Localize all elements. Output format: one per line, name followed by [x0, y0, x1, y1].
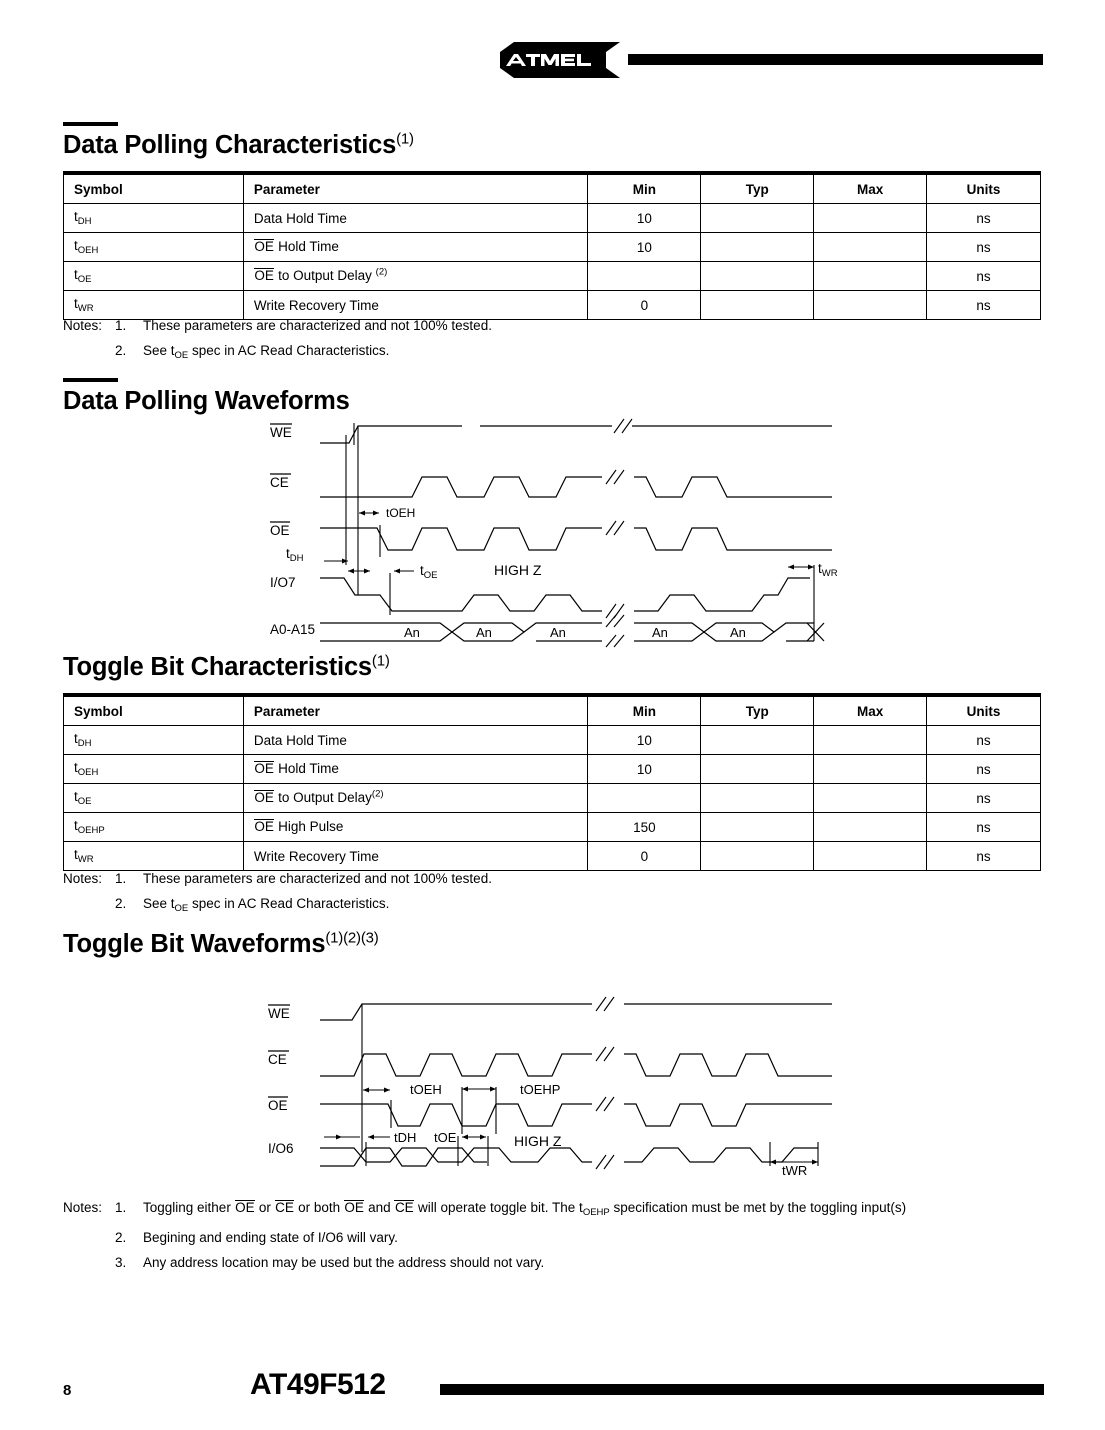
- note-number: 2.: [115, 1230, 127, 1245]
- cell-max: [814, 291, 927, 320]
- note-text: These parameters are characterized and not 100% tested.: [143, 318, 492, 333]
- heading-data-polling-waveforms: [63, 389, 350, 415]
- cell-symbol: $t_{OEH}$: [64, 755, 244, 784]
- notes-label-spacer: [63, 343, 115, 364]
- note-text-sub: OE: [174, 350, 189, 361]
- overline-signal: OE: [235, 1200, 255, 1215]
- cell-min: [588, 262, 701, 291]
- cell-symbol: $t_{OE}$: [64, 784, 244, 813]
- table-row: [64, 842, 1041, 871]
- cell-symbol: $t_{DH}$: [64, 726, 244, 755]
- heading-toggle-bit-characteristics: [63, 652, 390, 681]
- table-row: [64, 233, 1041, 262]
- cell-typ: [701, 726, 814, 755]
- address-value: An: [730, 625, 746, 640]
- cell-min: [588, 784, 701, 813]
- cell-typ: [701, 842, 814, 871]
- cell-max: [814, 813, 927, 842]
- cell-units: ns: [927, 262, 1041, 291]
- note-text-pre: See t: [143, 343, 175, 358]
- high-z-label: HIGH Z: [494, 562, 542, 578]
- note-text: Begining and ending state of I/O6 will vary.: [143, 1230, 398, 1245]
- overline-signal: CE: [394, 1200, 414, 1215]
- cell-symbol: $t_{WR}$: [64, 842, 244, 871]
- table-row: [64, 755, 1041, 784]
- cell-min: 0: [588, 842, 701, 871]
- cell-max: [814, 204, 927, 233]
- heading-rest: Polling Waveforms: [117, 387, 350, 415]
- cell-min: 150: [588, 813, 701, 842]
- note-number: 3.: [115, 1255, 127, 1270]
- cell-parameter: Data Hold Time: [243, 204, 588, 233]
- toggle-bit-characteristics-table: [63, 693, 1041, 871]
- table-row: [64, 784, 1041, 813]
- note-row: [63, 1255, 1033, 1271]
- cell-parameter: OE to Output Delay$^{(2)}$: [243, 784, 588, 813]
- col-symbol: Symbol: [64, 173, 244, 204]
- heading-text: Toggle Bit Characteristics: [63, 653, 372, 681]
- address-value: An: [476, 625, 492, 640]
- cell-min: 10: [588, 755, 701, 784]
- cell-parameter: OE Hold Time: [243, 755, 588, 784]
- heading-overline-word: Data: [63, 131, 118, 159]
- tb-table-body: [64, 726, 1041, 871]
- cell-symbol: $t_{DH}$: [64, 204, 244, 233]
- note-text: Toggling either OE or CE or both OE and CE will operate toggle bit. The $t_{OEHP}$ specification must be met by the toggling input(s): [143, 1200, 907, 1218]
- overline-signal: OE: [344, 1200, 364, 1215]
- notes-label: Notes:: [63, 318, 103, 333]
- cell-units: ns: [927, 726, 1041, 755]
- address-value: An: [550, 625, 566, 640]
- cell-parameter: Write Recovery Time: [243, 291, 588, 320]
- signal-label-ce: CE: [270, 475, 289, 490]
- col-units: Units: [927, 173, 1041, 204]
- note-number: 1.: [115, 871, 127, 886]
- timing-label-toeh: tOEH: [410, 1082, 442, 1097]
- cell-max: [814, 233, 927, 262]
- data-polling-notes: [63, 318, 963, 373]
- table-row: [64, 726, 1041, 755]
- note-row: [63, 896, 963, 917]
- col-min: Min: [588, 695, 701, 726]
- timing-label-toe: tOE: [434, 1130, 457, 1145]
- cell-min: 0: [588, 291, 701, 320]
- cell-max: [814, 262, 927, 291]
- table-row: [64, 262, 1041, 291]
- note-text-post: spec in AC Read Characteristics.: [188, 343, 390, 358]
- heading-rest: Polling Characteristics: [117, 131, 397, 159]
- timing-label-toehp: tOEHP: [520, 1082, 561, 1097]
- table-header-row: [64, 173, 1041, 204]
- cell-parameter: Write Recovery Time: [243, 842, 588, 871]
- note-text-pre: See t: [143, 896, 175, 911]
- cell-typ: [701, 204, 814, 233]
- note-number: 2.: [115, 896, 127, 911]
- cell-units: ns: [927, 842, 1041, 871]
- cell-typ: [701, 262, 814, 291]
- part-number: AT49F512: [250, 1368, 386, 1401]
- address-value: An: [404, 625, 420, 640]
- page-footer: [0, 1360, 1105, 1430]
- table-row: [64, 204, 1041, 233]
- note-row: [63, 1230, 1033, 1246]
- note-text-sub: OE: [174, 903, 189, 914]
- notes-label: Notes:: [63, 1200, 103, 1215]
- note-text: [143, 896, 963, 917]
- timing-label-toeh: tOEH: [386, 506, 416, 520]
- table-row: [64, 813, 1041, 842]
- col-symbol: Symbol: [64, 695, 244, 726]
- cell-units: ns: [927, 755, 1041, 784]
- note-number: 1.: [115, 1200, 127, 1215]
- toggle-bit-waveform-notes: [63, 1200, 1033, 1280]
- col-typ: Typ: [701, 695, 814, 726]
- cell-symbol: $t_{OEHP}$: [64, 813, 244, 842]
- col-units: Units: [927, 695, 1041, 726]
- note-text: These parameters are characterized and not 100% tested.: [143, 871, 492, 886]
- col-max: Max: [814, 173, 927, 204]
- cell-symbol: $t_{WR}$: [64, 291, 244, 320]
- note-row: [63, 871, 963, 887]
- note-text: Any address location may be used but the address should not vary.: [143, 1255, 545, 1270]
- cell-parameter: OE to Output Delay $^{(2)}$: [243, 262, 588, 291]
- note-text-sub: OEHP: [582, 1207, 610, 1218]
- cell-typ: [701, 784, 814, 813]
- cell-typ: [701, 291, 814, 320]
- signal-label-ce: CE: [268, 1052, 287, 1067]
- page-number: 8: [63, 1382, 72, 1399]
- atmel-logo: [500, 38, 620, 82]
- heading-footnote-ref: (1): [396, 130, 414, 148]
- note-row: [63, 343, 963, 364]
- timing-label-twr: $t_{WR}$: [818, 561, 838, 579]
- heading-toggle-bit-waveforms: [63, 929, 379, 958]
- notes-label: Notes:: [63, 871, 103, 886]
- toggle-bit-notes: [63, 871, 963, 926]
- signal-label-io6: I/O6: [268, 1141, 294, 1156]
- table-header-row: [64, 695, 1041, 726]
- cell-typ: [701, 233, 814, 262]
- signal-label-oe: OE: [270, 523, 290, 538]
- cell-typ: [701, 755, 814, 784]
- note-number: 2.: [115, 343, 127, 358]
- notes-label-spacer: [63, 1230, 115, 1246]
- heading-data-polling-characteristics: [63, 130, 414, 159]
- cell-units: ns: [927, 233, 1041, 262]
- dp-table-body: [64, 204, 1041, 320]
- signal-label-oe: OE: [268, 1098, 288, 1113]
- header-rule: [628, 54, 1043, 65]
- cell-parameter: OE Hold Time: [243, 233, 588, 262]
- cell-parameter: Data Hold Time: [243, 726, 588, 755]
- heading-text: Toggle Bit Waveforms: [63, 930, 326, 958]
- signal-label-a0a15: A0-A15: [270, 622, 316, 637]
- timing-label-tdh: $t_{DH}$: [286, 546, 304, 564]
- cell-max: [814, 755, 927, 784]
- notes-label-spacer: [63, 1255, 115, 1271]
- col-max: Max: [814, 695, 927, 726]
- timing-label-toe: $t_{OE}$: [420, 563, 438, 581]
- address-value: An: [652, 625, 668, 640]
- cell-units: ns: [927, 813, 1041, 842]
- timing-label-twr: tWR: [782, 1163, 808, 1175]
- col-min: Min: [588, 173, 701, 204]
- overline-signal: CE: [275, 1200, 294, 1215]
- col-typ: Typ: [701, 173, 814, 204]
- high-z-label: HIGH Z: [514, 1133, 562, 1149]
- note-text: [143, 343, 963, 364]
- col-parameter: Parameter: [243, 695, 588, 726]
- cell-max: [814, 726, 927, 755]
- data-polling-waveform-diagram: [262, 415, 842, 650]
- toggle-bit-waveform-diagram: [262, 990, 842, 1175]
- note-text-post: spec in AC Read Characteristics.: [188, 896, 390, 911]
- cell-symbol: $t_{OEH}$: [64, 233, 244, 262]
- note-number: 1.: [115, 318, 127, 333]
- cell-typ: [701, 813, 814, 842]
- cell-parameter: OE High Pulse: [243, 813, 588, 842]
- data-polling-characteristics-table: [63, 171, 1041, 320]
- heading-footnote-ref: (1)(2)(3): [325, 929, 379, 947]
- signal-label-we: WE: [268, 1006, 290, 1021]
- heading-footnote-ref: (1): [371, 652, 390, 670]
- notes-label-spacer: [63, 896, 115, 917]
- note-row: [63, 1200, 1033, 1221]
- cell-units: ns: [927, 291, 1041, 320]
- cell-min: 10: [588, 233, 701, 262]
- heading-overline-word: Data: [63, 387, 118, 415]
- table-row: [64, 291, 1041, 320]
- footer-rule: [440, 1384, 1044, 1395]
- cell-symbol: $t_{OE}$: [64, 262, 244, 291]
- cell-min: 10: [588, 726, 701, 755]
- page-header: [0, 0, 1105, 100]
- cell-max: [814, 784, 927, 813]
- cell-min: 10: [588, 204, 701, 233]
- cell-units: ns: [927, 784, 1041, 813]
- signal-label-io7: I/O7: [270, 575, 296, 590]
- signal-label-we: WE: [270, 425, 292, 440]
- col-parameter: Parameter: [243, 173, 588, 204]
- note-row: [63, 318, 963, 334]
- cell-units: ns: [927, 204, 1041, 233]
- timing-label-tdh: tDH: [394, 1130, 417, 1145]
- cell-max: [814, 842, 927, 871]
